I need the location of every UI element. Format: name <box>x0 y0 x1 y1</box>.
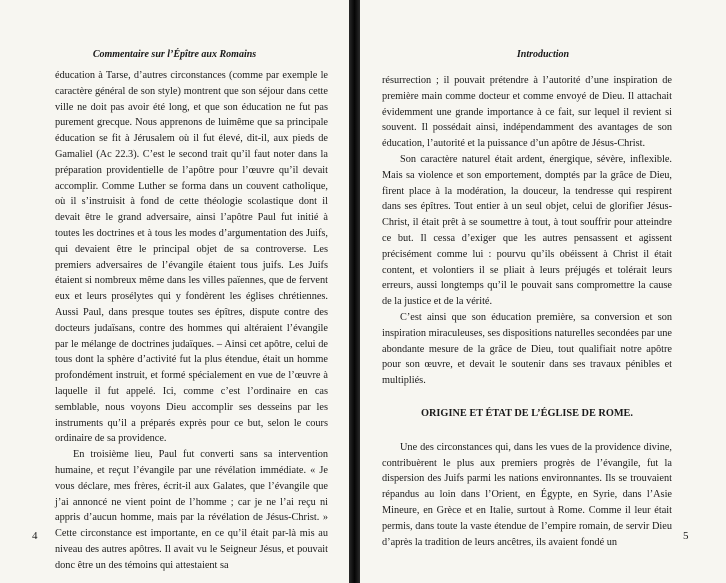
left-body-text <box>55 68 328 574</box>
book-gutter <box>349 0 360 583</box>
right-body-text <box>382 73 672 550</box>
left-page <box>0 0 349 583</box>
body-paragraph: résurrection ; il pouvait prétendre à l’autorité d’une inspiration de première main comme docteur et comme envoyé de Dieu. Il attachait évidemment une grande importance à ce fait, sur lequel il revient si souvent. Il possédait ainsi, indépendamment des avantages de son éducation, l’autorité et la puissance d’un apôtre de Jésus-Christ. <box>382 75 672 150</box>
section-heading: ORIGINE ET ÉTAT DE L’ÉGLISE DE ROME. <box>420 407 633 419</box>
body-paragraph: En troisième lieu, Paul fut converti sans sa intervention humaine, et reçut l’évangile par une révélation immédiate. « Je vous déclare, mes frères, écrit-il aux Galates, que l’évangile que j’ai annoncé ne vient point de l’homme ; car je ne l’ai reçu ni appris d’aucun homme, mais par la révélation de Jésus-Christ. » Cette circonstance est importante, en ce qu’il était par-là mis au niveau des autres apôtres. Il avait vu le Seigneur Jésus, et pouvait donc être un des témoins qui attestaient sa <box>55 449 328 571</box>
right-page <box>360 0 726 583</box>
body-paragraph: éducation à Tarse, d’autres circonstances (comme par exemple le caractère général de son style) montrent que son séjour dans cette ville ne doit pas avoir été long, et que son éducation ne fut pas purement grecque. Nous apprenons de luimême que sa principale éducation se fit à Jérusalem où il fut élevé, dit-il, aux pieds de Gamaliel (Ac 22.3). C’est le second trait qu’il faut noter dans la préparation providentielle de l’apôtre pour l’œuvre qu’il devait accomplir. Comme Luther se forma dans un couvent catholique, où il s’instruisit à fond de cette théologie scolastique dont il devait être le grand adversaire, ainsi l’apôtre Paul fut initié à toutes les doctrines et à tous les modes d’argumentation des Juifs, qui devaient être le principal objet de sa controverse. Les premiers adversaires de l’évangile étaient tous juifs. Les Juifs étaient si nombreux même dans les villes païennes, que de fervent eux et leurs prosélytes qui y fondèrent les églises chrétiennes. Aussi Paul, dans presque toutes ses épîtres, dispute contre des docteurs judaïsans, contre des hommes qui altéraient l’évangile par le mélange de doctrines judaïques. – Ainsi cet apôtre, celui de tous dont la sphère d’activité fut la plus étendue, était un homme profondément instruit, et formé spécialement en vue de l’œuvre à laquelle il fut appelé. Ici, comme c’est l’ordinaire en cas semblable, nous voyons Dieu accomplir ses desseins par les instruments qu’il a préparés exprès pour ce but, selon le cours ordinaire de sa providence. <box>55 70 328 445</box>
left-running-head: Commentaire sur l’Épître aux Romains <box>92 49 257 60</box>
body-paragraph: Une des circonstances qui, dans les vues de la providence divine, contribuèrent le plus aux premiers progrès de l’évangile, fut la dispersion des Juifs parmi les nations environnantes. Ils se trouvaient répandus au loin dans l’Orient, en Égypte, en Syrie, dans l’Asie Mineure, en Grèce et en Italie, surtout à Rome. Comme il leur était permis, dans toute la vaste étendue de l’empire romain, de servir Dieu d’après la tradition de leurs ancêtres, ils avaient fondé un <box>382 441 672 548</box>
left-page-number: 4 <box>32 530 38 542</box>
body-paragraph: C’est ainsi que son éducation première, sa conversion et son inspiration miraculeuses, ses dispositions naturelles secondées par une abondante mesure de la grâce de Dieu, tout qualifiait notre apôtre pour son œuvre, et devait le soutenir dans ses travaux pénibles et multipliés. <box>382 311 672 387</box>
body-paragraph: Son caractère naturel était ardent, énergique, sévère, inflexible. Mais sa violence et son emportement, domptés par la grâce de Dieu, firent place à la modération, la douceur, la tendresse qui respirent dans ses épîtres. Tout entier à un seul objet, celui de glorifier Jésus-Christ, il était prêt à se soumettre à tout, à tout souffrir pour atteindre ce but. Il cessa d’exiger que les autres pensassent et agissent précisément comme lui : pourvu qu’ils obéissent à Christ il était content, et volontiers il se pliait à leurs préjugés et tolérait leurs erreurs, aussi longtemps qu’il le pouvait sans compromettre la cause de la justice et de la vérité. <box>382 153 672 308</box>
right-running-head: Introduction <box>516 49 570 60</box>
right-page-number: 5 <box>683 530 689 542</box>
